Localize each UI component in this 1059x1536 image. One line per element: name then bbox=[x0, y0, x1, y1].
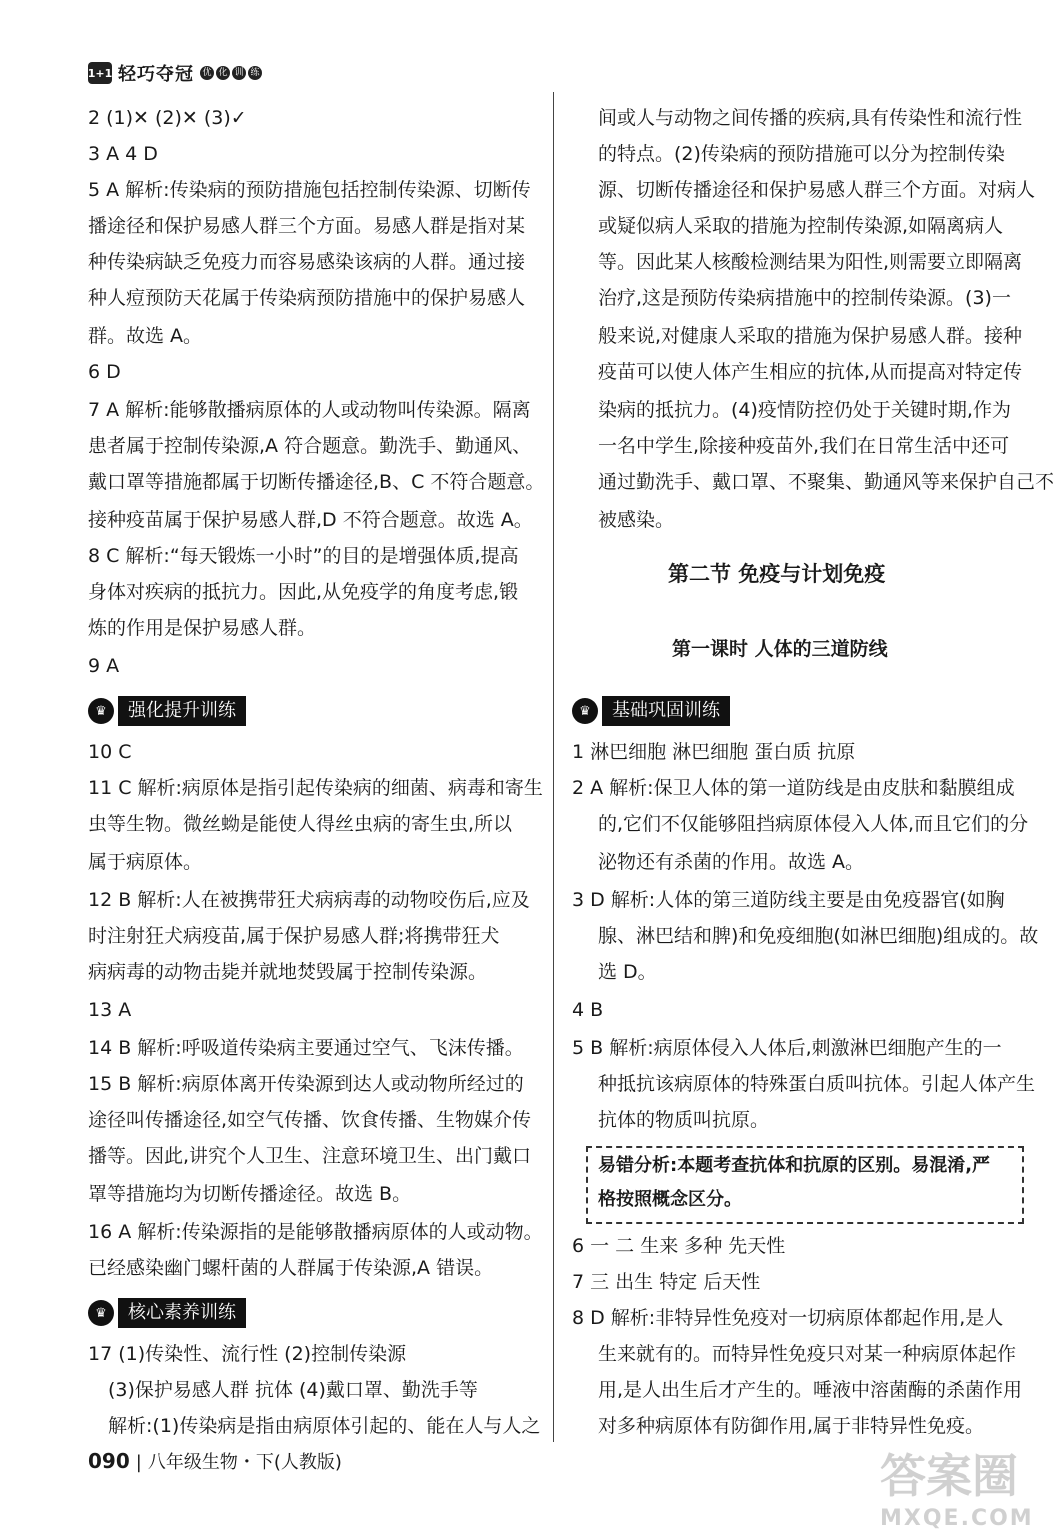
answer-line: 3 D 解析:人体的第三道防线主要是由免疫器官(如胸 bbox=[572, 889, 1005, 911]
answer-line: 用,是人出生后才产生的。唾液中溶菌酶的杀菌作用 bbox=[598, 1379, 1023, 1401]
answer-line: 等。因此某人核酸检测结果为阳性,则需要立即隔离 bbox=[598, 251, 1023, 273]
watermark-text: 答案圈 bbox=[880, 1449, 1018, 1503]
brand-tag: 优 bbox=[200, 66, 214, 80]
brand-name: 轻巧夺冠 bbox=[118, 64, 194, 85]
book-title: 八年级生物・下(人教版) bbox=[147, 1452, 342, 1473]
answer-line: 6 一 二 生来 多种 先天性 bbox=[572, 1235, 786, 1257]
crown-icon: ♛ bbox=[572, 698, 598, 724]
section-title: 第二节 免疫与计划免疫 bbox=[668, 562, 886, 586]
watermark bbox=[880, 1440, 1034, 1531]
answer-line: 间或人与动物之间传播的疾病,具有传染性和流行性 bbox=[598, 107, 1023, 129]
answer-line: 选 D。 bbox=[598, 961, 657, 983]
answer-line: 2 A 解析:保卫人体的第一道防线是由皮肤和黏膜组成 bbox=[572, 777, 1015, 799]
answer-line: 13 A bbox=[88, 999, 132, 1021]
error-analysis-line: 易错分析:本题考查抗体和抗原的区别。易混淆,严 bbox=[598, 1155, 991, 1176]
answer-line: 虫等生物。微丝蚴是能使人得丝虫病的寄生虫,所以 bbox=[88, 813, 513, 835]
page-footer: 090 | 八年级生物・下(人教版) bbox=[88, 1449, 342, 1473]
answer-line: 播途径和保护易感人群三个方面。易感人群是指对某 bbox=[88, 215, 526, 237]
answer-line: 17 (1)传染性、流行性 (2)控制传染源 bbox=[88, 1343, 407, 1365]
answer-line: 对多种病原体有防御作用,属于非特异性免疫。 bbox=[598, 1415, 985, 1437]
answer-line: 11 C 解析:病原体是指引起传染病的细菌、病毒和寄生 bbox=[88, 777, 543, 799]
brand-tag: 化 bbox=[216, 66, 230, 80]
brand-logo: 1+1 bbox=[88, 62, 112, 84]
lesson-title: 第一课时 人体的三道防线 bbox=[672, 638, 888, 660]
answer-line: 5 A 解析:传染病的预防措施包括控制传染源、切断传 bbox=[88, 179, 531, 201]
brand-tag: 练 bbox=[248, 66, 262, 80]
answer-line: 途径叫传播途径,如空气传播、饮食传播、生物媒介传 bbox=[88, 1109, 532, 1131]
section-label: 基础巩固训练 bbox=[602, 696, 730, 726]
answer-line: 病病毒的动物击毙并就地焚毁属于控制传染源。 bbox=[88, 961, 488, 983]
answer-line: 时注射狂犬病疫苗,属于保护易感人群;将携带狂犬 bbox=[88, 925, 500, 947]
answer-line: 一名中学生,除接种疫苗外,我们在日常生活中还可 bbox=[598, 435, 1010, 457]
answer-line: 罩等措施均为切断传播途径。故选 B。 bbox=[88, 1183, 412, 1205]
brand-tag: 训 bbox=[232, 66, 246, 80]
answer-line: 疫苗可以使人体产生相应的抗体,从而提高对特定传 bbox=[598, 361, 1023, 383]
error-analysis-line: 格按照概念区分。 bbox=[598, 1189, 742, 1210]
answer-line: 戴口罩等措施都属于切断传播途径,B、C 不符合题意。 bbox=[88, 471, 545, 493]
answer-line: 属于病原体。 bbox=[88, 851, 203, 873]
answer-line: 患者属于控制传染源,A 符合题意。勤洗手、勤通风、 bbox=[88, 435, 532, 457]
watermark-url: MXQE.COM bbox=[880, 1506, 1034, 1531]
answer-line: 群。故选 A。 bbox=[88, 325, 203, 347]
answer-line: 身体对疾病的抵抗力。因此,从免疫学的角度考虑,锻 bbox=[88, 581, 519, 603]
answer-line: 1 淋巴细胞 淋巴细胞 蛋白质 抗原 bbox=[572, 741, 856, 763]
crown-icon: ♛ bbox=[88, 1300, 114, 1326]
answer-line: 染病的抵抗力。(4)疫情防控仍处于关键时期,作为 bbox=[598, 399, 1011, 421]
answer-line: 源、切断传播途径和保护易感人群三个方面。对病人 bbox=[598, 179, 1036, 201]
answer-line: 泌物还有杀菌的作用。故选 A。 bbox=[598, 851, 865, 873]
answer-line: 4 B bbox=[572, 999, 604, 1021]
answer-line: 种传染病缺乏免疫力而容易感染该病的人群。通过接 bbox=[88, 251, 526, 273]
answer-line: 抗体的物质叫抗原。 bbox=[598, 1109, 770, 1131]
answer-line: 被感染。 bbox=[598, 509, 675, 531]
answer-line: 6 D bbox=[88, 361, 121, 383]
answer-line: 的,它们不仅能够阻挡病原体侵入人体,而且它们的分 bbox=[598, 813, 1029, 835]
section-basic bbox=[572, 696, 730, 726]
answer-line: 5 B 解析:病原体侵入人体后,刺激淋巴细胞产生的一 bbox=[572, 1037, 1002, 1059]
answer-line: 种人痘预防天花属于传染病预防措施中的保护易感人 bbox=[88, 287, 526, 309]
answer-line: 通过勤洗手、戴口罩、不聚集、勤通风等来保护自己不 bbox=[598, 471, 1055, 493]
answer-line: 14 B 解析:呼吸道传染病主要通过空气、飞沫传播。 bbox=[88, 1037, 524, 1059]
answer-line: 16 A 解析:传染源指的是能够散播病原体的人或动物。 bbox=[88, 1221, 543, 1243]
answer-line: 的特点。(2)传染病的预防措施可以分为控制传染 bbox=[598, 143, 1005, 165]
book-header bbox=[88, 60, 262, 86]
answer-line: 种抵抗该病原体的特殊蛋白质叫抗体。引起人体产生 bbox=[598, 1073, 1036, 1095]
answer-line: 生来就有的。而特异性免疫只对某一种病原体起作 bbox=[598, 1343, 1017, 1365]
section-label: 核心素养训练 bbox=[118, 1298, 246, 1328]
answer-line: 2 (1)✕ (2)✕ (3)✓ bbox=[88, 107, 247, 129]
answer-line: 腺、淋巴结和脾)和免疫细胞(如淋巴细胞)组成的。故 bbox=[598, 925, 1039, 947]
section-strengthen bbox=[88, 696, 246, 726]
column-divider bbox=[553, 92, 554, 1442]
answer-line: 7 三 出生 特定 后天性 bbox=[572, 1271, 761, 1293]
answer-line: 15 B 解析:病原体离开传染源到达人或动物所经过的 bbox=[88, 1073, 524, 1095]
answer-line: 或疑似病人采取的措施为控制传染源,如隔离病人 bbox=[598, 215, 1004, 237]
answer-line: 7 A 解析:能够散播病原体的人或动物叫传染源。隔离 bbox=[88, 399, 531, 421]
brand-tags bbox=[200, 66, 262, 80]
answer-line: 9 A bbox=[88, 655, 120, 677]
answer-line: 播等。因此,讲究个人卫生、注意环境卫生、出门戴口 bbox=[88, 1145, 532, 1167]
answer-line: 8 C 解析:“每天锻炼一小时”的目的是增强体质,提高 bbox=[88, 545, 519, 567]
page-number: 090 bbox=[88, 1449, 130, 1473]
crown-icon: ♛ bbox=[88, 698, 114, 724]
answer-line: (3)保护易感人群 抗体 (4)戴口罩、勤洗手等 bbox=[108, 1379, 478, 1401]
answer-line: 解析:(1)传染病是指由病原体引起的、能在人与人之 bbox=[108, 1415, 541, 1437]
answer-line: 12 B 解析:人在被携带狂犬病病毒的动物咬伤后,应及 bbox=[88, 889, 530, 911]
section-label: 强化提升训练 bbox=[118, 696, 246, 726]
answer-line: 已经感染幽门螺杆菌的人群属于传染源,A 错误。 bbox=[88, 1257, 494, 1279]
answer-line: 般来说,对健康人采取的措施为保护易感人群。接种 bbox=[598, 325, 1023, 347]
answer-line: 治疗,这是预防传染病措施中的控制传染源。(3)一 bbox=[598, 287, 1011, 309]
answer-line: 接种疫苗属于保护易感人群,D 不符合题意。故选 A。 bbox=[88, 509, 533, 531]
answer-line: 3 A 4 D bbox=[88, 143, 158, 165]
section-core bbox=[88, 1298, 246, 1328]
answer-line: 10 C bbox=[88, 741, 132, 763]
answer-line: 炼的作用是保护易感人群。 bbox=[88, 617, 317, 639]
answer-line: 8 D 解析:非特异性免疫对一切病原体都起作用,是人 bbox=[572, 1307, 1004, 1329]
